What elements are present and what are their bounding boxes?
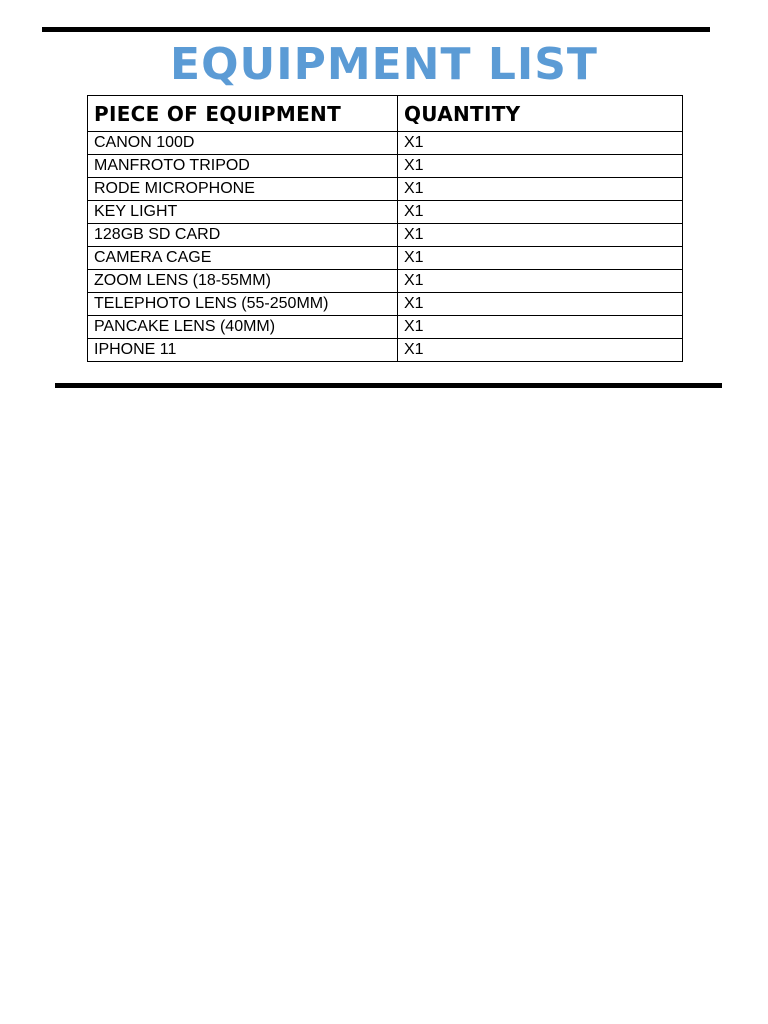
top-rule	[42, 27, 710, 32]
table-row	[88, 339, 683, 362]
equipment-cell: ZOOM LENS (18-55MM)	[88, 270, 398, 293]
table-row	[88, 132, 683, 155]
quantity-cell: X1	[398, 224, 683, 247]
bottom-rule	[55, 383, 722, 388]
quantity-cell: X1	[398, 178, 683, 201]
equipment-table	[87, 95, 683, 362]
table-header-row	[88, 96, 683, 132]
quantity-cell: X1	[398, 201, 683, 224]
table-row	[88, 316, 683, 339]
table-row	[88, 155, 683, 178]
table-row	[88, 247, 683, 270]
quantity-cell: X1	[398, 270, 683, 293]
equipment-cell: 128GB SD CARD	[88, 224, 398, 247]
column-header-quantity: QUANTITY	[398, 96, 683, 132]
column-header-equipment: PIECE OF EQUIPMENT	[88, 96, 398, 132]
quantity-cell: X1	[398, 247, 683, 270]
equipment-cell: PANCAKE LENS (40MM)	[88, 316, 398, 339]
quantity-cell: X1	[398, 293, 683, 316]
equipment-cell: CANON 100D	[88, 132, 398, 155]
quantity-cell: X1	[398, 316, 683, 339]
equipment-cell: RODE MICROPHONE	[88, 178, 398, 201]
equipment-cell: KEY LIGHT	[88, 201, 398, 224]
quantity-cell: X1	[398, 339, 683, 362]
quantity-cell: X1	[398, 132, 683, 155]
table-row	[88, 293, 683, 316]
table-row	[88, 201, 683, 224]
equipment-cell: CAMERA CAGE	[88, 247, 398, 270]
equipment-cell: TELEPHOTO LENS (55-250MM)	[88, 293, 398, 316]
table-row	[88, 178, 683, 201]
table-row	[88, 224, 683, 247]
equipment-cell: IPHONE 11	[88, 339, 398, 362]
quantity-cell: X1	[398, 155, 683, 178]
equipment-cell: MANFROTO TRIPOD	[88, 155, 398, 178]
table-row	[88, 270, 683, 293]
page-title: EQUIPMENT LIST	[170, 39, 598, 90]
